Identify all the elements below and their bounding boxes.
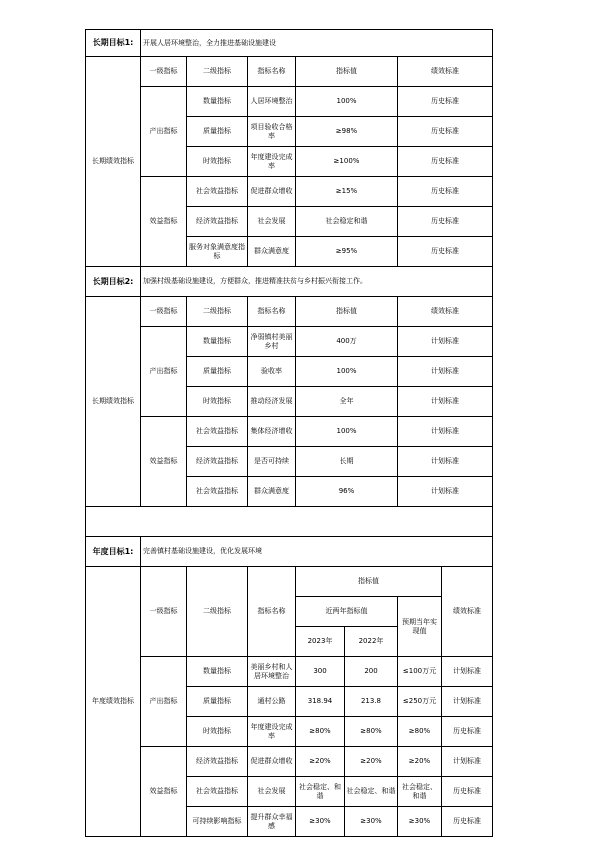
- goal2-l2: 数量指标: [187, 327, 248, 357]
- annual-header-row: [86, 537, 493, 567]
- goal1-name: 人居环境整治: [248, 87, 296, 117]
- annual-l2: 社会效益指标: [187, 777, 248, 807]
- goal1-l1-benefit: 效益指标: [141, 177, 187, 267]
- annual-h-recent: 近两年指标值: [296, 597, 398, 627]
- goal2-name: 推动经济发展: [248, 387, 296, 417]
- goal1-value: ≥100%: [296, 147, 398, 177]
- goal1-value: ≥15%: [296, 177, 398, 207]
- goal2-name: 净弱镇村美丽乡村: [248, 327, 296, 357]
- goal2-l2: 经济效益指标: [187, 447, 248, 477]
- annual-l2: 数量指标: [187, 657, 248, 687]
- annual-h-2023: 2023年: [296, 627, 345, 657]
- goal2-std: 计划标准: [398, 477, 493, 507]
- goal1-value: ≥95%: [296, 237, 398, 267]
- annual-label: 年度目标1:: [86, 537, 141, 567]
- goal2-name: 验收率: [248, 357, 296, 387]
- goal2-value: 长期: [296, 447, 398, 477]
- goal1-row-header: 长期绩效指标: [86, 57, 141, 267]
- goal1-h-name: 指标名称: [248, 57, 296, 87]
- table-row: [86, 87, 493, 117]
- goal2-std: 计划标准: [398, 357, 493, 387]
- annual-name: 年度建设完成率: [248, 717, 296, 747]
- goal2-column-headers: [86, 297, 493, 327]
- goal2-std: 计划标准: [398, 327, 493, 357]
- blank-cell: [86, 507, 493, 537]
- annual-h-name: 指标名称: [248, 567, 296, 657]
- goal1-l2: 质量指标: [187, 117, 248, 147]
- table-row: [86, 177, 493, 207]
- annual-exp: ≥20%: [398, 747, 442, 777]
- annual-v2022: 213.8: [345, 687, 398, 717]
- annual-exp: ≤250万元: [398, 687, 442, 717]
- annual-v2022: 200: [345, 657, 398, 687]
- table-row: [86, 417, 493, 447]
- annual-exp: ≤100万元: [398, 657, 442, 687]
- goal1-h-l1: 一级指标: [141, 57, 187, 87]
- annual-name: 社会发展: [248, 777, 296, 807]
- goal1-l2: 社会效益指标: [187, 177, 248, 207]
- goal2-h-l2: 二级指标: [187, 297, 248, 327]
- annual-name: 美丽乡村和人居环境整治: [248, 657, 296, 687]
- goal2-row-header: 长期绩效指标: [86, 297, 141, 507]
- annual-l1-output: 产出指标: [141, 657, 187, 747]
- annual-v2023: ≥80%: [296, 717, 345, 747]
- goal2-label: 长期目标2:: [86, 267, 141, 297]
- goal2-name: 是否可持续: [248, 447, 296, 477]
- goal2-h-name: 指标名称: [248, 297, 296, 327]
- goal1-l2: 数量指标: [187, 87, 248, 117]
- goal1-l2: 经济效益指标: [187, 207, 248, 237]
- goal1-value: ≥98%: [296, 117, 398, 147]
- goal1-column-headers: [86, 57, 493, 87]
- annual-h-l1: 一级指标: [141, 567, 187, 657]
- goal2-value: 全年: [296, 387, 398, 417]
- annual-std: 计划标准: [442, 747, 493, 777]
- annual-v2023: 318.94: [296, 687, 345, 717]
- goal2-value: 100%: [296, 357, 398, 387]
- annual-h-value: 指标值: [296, 567, 442, 597]
- goal1-std: 历史标准: [398, 207, 493, 237]
- goal1-name: 促进群众增收: [248, 177, 296, 207]
- annual-name: 通村公路: [248, 687, 296, 717]
- goal2-name: 群众满意度: [248, 477, 296, 507]
- goal2-h-std: 绩效标准: [398, 297, 493, 327]
- annual-v2022: ≥20%: [345, 747, 398, 777]
- goal2-l2: 质量指标: [187, 357, 248, 387]
- goal1-text: 开展人居环境整治，全力推进基础设施建设: [141, 30, 493, 57]
- annual-std: 计划标准: [442, 687, 493, 717]
- annual-h-std: 绩效标准: [442, 567, 493, 657]
- annual-row-header: 年度绩效指标: [86, 567, 141, 837]
- goal2-text: 加强村级基础设施建设，方便群众，推进精准扶贫与乡村振兴衔接工作。: [141, 267, 493, 297]
- performance-table-page: [85, 29, 492, 837]
- goal2-h-value: 指标值: [296, 297, 398, 327]
- goal2-std: 计划标准: [398, 387, 493, 417]
- annual-v2022: ≥30%: [345, 807, 398, 837]
- goal2-value: 100%: [296, 417, 398, 447]
- goal2-l1-output: 产出指标: [141, 327, 187, 417]
- annual-v2023: 社会稳定、和谐: [296, 777, 345, 807]
- table-row: [86, 327, 493, 357]
- blank-spacer-row: [86, 507, 493, 537]
- annual-std: 历史标准: [442, 717, 493, 747]
- goal1-h-l2: 二级指标: [187, 57, 248, 87]
- annual-l2: 可持续影响指标: [187, 807, 248, 837]
- goal1-h-value: 指标值: [296, 57, 398, 87]
- goal1-std: 历史标准: [398, 87, 493, 117]
- goal1-label: 长期目标1:: [86, 30, 141, 57]
- goal1-std: 历史标准: [398, 117, 493, 147]
- goal1-std: 历史标准: [398, 177, 493, 207]
- annual-exp: ≥80%: [398, 717, 442, 747]
- goal2-value: 96%: [296, 477, 398, 507]
- annual-v2022: ≥80%: [345, 717, 398, 747]
- annual-l2: 时效指标: [187, 717, 248, 747]
- annual-name: 促进群众增收: [248, 747, 296, 777]
- annual-v2023: ≥20%: [296, 747, 345, 777]
- annual-l2: 经济效益指标: [187, 747, 248, 777]
- goal2-l1-benefit: 效益指标: [141, 417, 187, 507]
- goal2-value: 400万: [296, 327, 398, 357]
- goal2-std: 计划标准: [398, 447, 493, 477]
- goal1-std: 历史标准: [398, 147, 493, 177]
- goal1-name: 项目验收合格率: [248, 117, 296, 147]
- annual-v2022: 社会稳定、和谐: [345, 777, 398, 807]
- annual-v2023: ≥30%: [296, 807, 345, 837]
- goal1-value: 社会稳定和谐: [296, 207, 398, 237]
- goal2-h-l1: 一级指标: [141, 297, 187, 327]
- goal2-l2: 时效指标: [187, 387, 248, 417]
- annual-column-headers: [86, 567, 493, 597]
- annual-l2: 质量指标: [187, 687, 248, 717]
- table-row: [86, 747, 493, 777]
- goal2-name: 集体经济增收: [248, 417, 296, 447]
- goal1-h-std: 绩效标准: [398, 57, 493, 87]
- goal1-name: 群众满意度: [248, 237, 296, 267]
- annual-name: 提升群众幸福感: [248, 807, 296, 837]
- goal1-l1-output: 产出指标: [141, 87, 187, 177]
- annual-h-l2: 二级指标: [187, 567, 248, 657]
- goal1-name: 社会发展: [248, 207, 296, 237]
- annual-v2023: 300: [296, 657, 345, 687]
- goal1-l2: 时效指标: [187, 147, 248, 177]
- annual-exp: ≥30%: [398, 807, 442, 837]
- goal1-std: 历史标准: [398, 237, 493, 267]
- annual-l1-benefit: 效益指标: [141, 747, 187, 837]
- goal2-header-row: [86, 267, 493, 297]
- goal2-std: 计划标准: [398, 417, 493, 447]
- table-row: [86, 657, 493, 687]
- performance-table: [85, 29, 493, 837]
- annual-h-expected: 预期当年实现值: [398, 597, 442, 657]
- goal2-l2: 社会效益指标: [187, 477, 248, 507]
- annual-std: 历史标准: [442, 777, 493, 807]
- goal1-name: 年度建设完成率: [248, 147, 296, 177]
- goal2-l2: 社会效益指标: [187, 417, 248, 447]
- annual-text: 完善镇村基础设施建设，优化发展环境: [141, 537, 493, 567]
- goal1-value: 100%: [296, 87, 398, 117]
- goal1-l2: 服务对象满意度指标: [187, 237, 248, 267]
- annual-h-2022: 2022年: [345, 627, 398, 657]
- annual-std: 计划标准: [442, 657, 493, 687]
- annual-exp: 社会稳定、和谐: [398, 777, 442, 807]
- goal1-header-row: [86, 30, 493, 57]
- annual-std: 历史标准: [442, 807, 493, 837]
